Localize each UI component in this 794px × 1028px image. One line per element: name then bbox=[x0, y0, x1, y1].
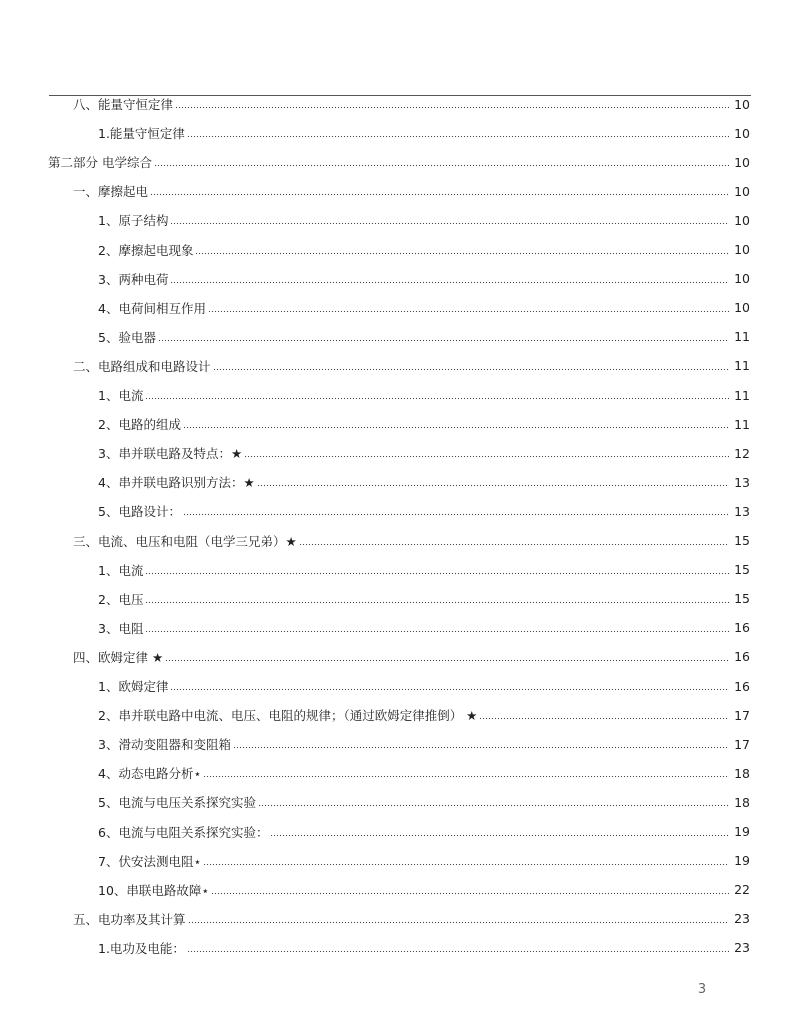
dot-leader bbox=[165, 659, 729, 662]
toc-entry-title: 1、电流 bbox=[98, 388, 144, 403]
toc-entry-title: 6、电流与电阻关系探究实验： bbox=[98, 824, 269, 840]
toc-entry-page: 10 bbox=[734, 96, 750, 112]
dot-leader bbox=[158, 339, 729, 342]
dot-leader bbox=[257, 484, 729, 487]
toc-entry[interactable] bbox=[98, 298, 750, 318]
dot-leader bbox=[175, 106, 729, 109]
toc-entry-page: 18 bbox=[734, 765, 750, 781]
dot-leader bbox=[188, 921, 729, 924]
dot-leader bbox=[213, 368, 729, 371]
toc-entry-title: 1、原子结构 bbox=[98, 213, 169, 229]
toc-entry-title: 八、能量守恒定律 bbox=[73, 97, 174, 112]
toc-entry-page: 15 bbox=[734, 591, 750, 607]
toc-entry-title: 1、电流 bbox=[98, 562, 144, 578]
toc-entry-title: 3、两种电荷 bbox=[98, 271, 169, 287]
toc-entry-title: 4、动态电路分析⋆ bbox=[98, 766, 202, 782]
dot-leader bbox=[154, 164, 729, 167]
toc-entry-page: 15 bbox=[734, 533, 750, 548]
toc-entry-title: 4、串并联电路识别方法：★ bbox=[98, 475, 255, 491]
dot-leader bbox=[233, 746, 729, 749]
toc-entry-page: 10 bbox=[734, 212, 750, 228]
toc-entry[interactable] bbox=[98, 123, 750, 143]
toc-entry[interactable] bbox=[98, 938, 750, 958]
toc-entry-title: 2、电路的组成 bbox=[98, 417, 181, 433]
toc-entry-title: 5、电流与电压关系探究实验 bbox=[98, 795, 256, 811]
toc-entry-page: 23 bbox=[734, 940, 750, 956]
toc-entry-title: 五、电功率及其计算 bbox=[73, 911, 186, 927]
toc-entry-page: 17 bbox=[734, 707, 750, 723]
toc-entry-title: 一、摩擦起电 bbox=[73, 184, 149, 200]
dot-leader bbox=[187, 950, 729, 953]
dot-leader bbox=[183, 513, 729, 516]
toc-entry[interactable] bbox=[98, 472, 750, 492]
toc-entry[interactable] bbox=[98, 705, 750, 725]
toc-entry-title: 3、串并联电路及特点：★ bbox=[98, 446, 243, 462]
toc-entry-page: 10 bbox=[734, 300, 750, 316]
toc-entry-page: 22 bbox=[734, 882, 750, 898]
toc-entry-page: 13 bbox=[734, 503, 750, 519]
dot-leader bbox=[187, 135, 729, 138]
dot-leader bbox=[299, 543, 729, 546]
toc-entry-title: 1.能量守恒定律 bbox=[98, 126, 185, 142]
toc-entry-page: 23 bbox=[734, 911, 750, 927]
dot-leader bbox=[170, 281, 729, 284]
toc-entry[interactable] bbox=[98, 851, 750, 871]
toc-entry-title: 二、电路组成和电路设计 bbox=[73, 358, 211, 374]
toc-entry[interactable] bbox=[48, 152, 750, 172]
toc-entry[interactable] bbox=[73, 94, 750, 114]
toc-entry-page: 19 bbox=[734, 824, 750, 839]
toc-entry-page: 11 bbox=[734, 416, 750, 432]
toc-entry[interactable] bbox=[98, 240, 750, 260]
toc-entry-page: 16 bbox=[734, 620, 750, 636]
toc-entry-title: 10、串联电路故障⋆ bbox=[98, 882, 210, 898]
toc-entry-title: 2、串并联电路中电流、电压、电阻的规律；（通过欧姆定律推倒） ★ bbox=[98, 708, 478, 724]
toc-entry[interactable] bbox=[98, 822, 750, 842]
dot-leader bbox=[150, 193, 729, 196]
toc-entry-page: 11 bbox=[734, 387, 750, 403]
toc-entry[interactable] bbox=[73, 647, 750, 667]
dot-leader bbox=[479, 717, 729, 720]
toc-entry[interactable] bbox=[98, 269, 750, 289]
toc-entry-page: 13 bbox=[734, 474, 750, 490]
toc-entry-title: 5、电路设计： bbox=[98, 504, 181, 520]
toc-entry-title: 三、电流、电压和电阻（电学三兄弟）★ bbox=[73, 533, 297, 549]
toc-entry[interactable] bbox=[73, 356, 750, 376]
toc-entry-title: 第二部分 电学综合 bbox=[48, 155, 152, 171]
dot-leader bbox=[145, 397, 729, 400]
dot-leader bbox=[208, 310, 729, 313]
toc-entry-page: 10 bbox=[734, 125, 750, 141]
dot-leader bbox=[195, 252, 729, 255]
dot-leader bbox=[258, 804, 729, 807]
dot-leader bbox=[203, 775, 729, 778]
toc-entry-title: 四、欧姆定律 ★ bbox=[73, 649, 164, 665]
dot-leader bbox=[244, 455, 729, 458]
toc-entry-page: 16 bbox=[734, 649, 750, 665]
toc-entry[interactable] bbox=[98, 327, 750, 347]
toc-entry-title: 3、电阻 bbox=[98, 620, 144, 636]
toc-entry-title: 4、电荷间相互作用 bbox=[98, 300, 206, 316]
toc-entry[interactable] bbox=[98, 734, 750, 754]
dot-leader bbox=[170, 222, 729, 225]
toc-entry-page: 10 bbox=[734, 242, 750, 257]
toc-entry-page: 18 bbox=[734, 794, 750, 810]
toc-entry-title: 7、伏安法测电阻⋆ bbox=[98, 853, 202, 869]
toc-entry-title: 1、欧姆定律 bbox=[98, 679, 169, 694]
toc-entry[interactable] bbox=[73, 531, 750, 551]
toc-entry-page: 17 bbox=[734, 736, 750, 752]
toc-entry-page: 10 bbox=[734, 271, 750, 287]
toc-entry[interactable] bbox=[98, 414, 750, 434]
toc-entry-page: 19 bbox=[734, 853, 750, 869]
toc-entry[interactable] bbox=[73, 909, 750, 929]
toc-entry[interactable] bbox=[98, 560, 750, 580]
dot-leader bbox=[183, 426, 729, 429]
dot-leader bbox=[145, 630, 729, 633]
toc-entry-page: 12 bbox=[734, 445, 750, 461]
dot-leader bbox=[170, 688, 729, 691]
dot-leader bbox=[203, 863, 729, 866]
toc-entry[interactable] bbox=[98, 792, 750, 812]
toc-entry[interactable] bbox=[98, 880, 750, 900]
dot-leader bbox=[145, 572, 729, 575]
toc-entry[interactable] bbox=[73, 181, 750, 201]
toc-entry-title: 3、滑动变阻器和变阻箱 bbox=[98, 737, 231, 753]
toc-entry-page: 16 bbox=[734, 678, 750, 694]
dot-leader bbox=[211, 892, 729, 895]
toc-entry[interactable] bbox=[98, 210, 750, 230]
toc-entry-title: 5、验电器 bbox=[98, 329, 156, 345]
toc-entry[interactable] bbox=[98, 676, 750, 696]
toc-entry-page: 15 bbox=[734, 562, 750, 578]
dot-leader bbox=[145, 601, 729, 604]
toc-entry-page: 10 bbox=[734, 183, 750, 199]
toc-entry[interactable] bbox=[98, 763, 750, 783]
toc-entry-title: 2、摩擦起电现象 bbox=[98, 242, 194, 258]
toc-entry[interactable] bbox=[98, 589, 750, 609]
toc-entry-page: 11 bbox=[734, 329, 750, 345]
toc-entry-title: 1.电功及电能： bbox=[98, 940, 185, 956]
toc-entry[interactable] bbox=[98, 501, 750, 521]
dot-leader bbox=[270, 834, 729, 837]
toc-entry-page: 11 bbox=[734, 358, 750, 374]
toc-entry[interactable] bbox=[98, 385, 750, 405]
toc-entry-page: 10 bbox=[734, 154, 750, 170]
toc-entry-title: 2、电压 bbox=[98, 591, 144, 607]
toc-entry[interactable] bbox=[98, 618, 750, 638]
page-number: 3 bbox=[697, 982, 707, 997]
toc-entry[interactable] bbox=[98, 443, 750, 463]
